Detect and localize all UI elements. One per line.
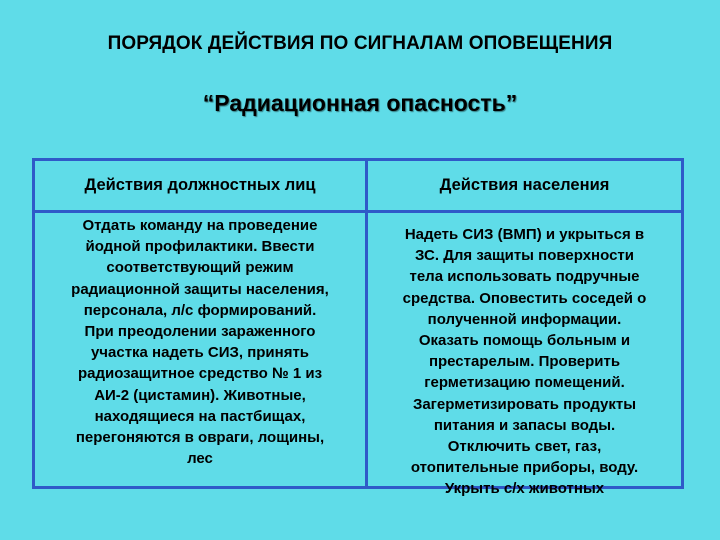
officials-line: лес	[187, 450, 213, 468]
table-header-divider	[35, 210, 681, 213]
population-line: тела использовать подручные	[409, 268, 640, 286]
officials-line: При преодолении зараженного	[84, 323, 316, 341]
slide-title: ПОРЯДОК ДЕЙСТВИЯ ПО СИГНАЛАМ ОПОВЕЩЕНИЯ	[107, 33, 613, 54]
population-line: герметизацию помещений.	[424, 374, 625, 392]
officials-actions-cell	[35, 215, 365, 469]
population-line: средства. Оповестить соседей о	[402, 289, 647, 307]
header-population: Действия населения	[439, 176, 610, 194]
officials-line: радиозащитное средство № 1 из	[77, 365, 323, 383]
population-line: Отключить свет, газ,	[447, 438, 602, 456]
officials-line: йодной профилактики. Ввести	[85, 238, 315, 256]
population-line: Укрыть с/х животных	[444, 480, 605, 498]
population-line: отопительные приборы, воду.	[410, 459, 639, 477]
population-line: Оказать помощь больным и	[418, 332, 631, 350]
officials-line: персонала, л/с формирований.	[83, 301, 317, 319]
population-line: полученной информации.	[427, 310, 622, 328]
slide-subtitle: “Радиационная опасность”	[202, 90, 518, 116]
population-line: ЗС. Для защиты поверхности	[415, 247, 634, 265]
population-actions-cell	[368, 224, 681, 500]
officials-line: радиационной защиты населения,	[71, 280, 329, 298]
header-officials: Действия должностных лиц	[84, 176, 316, 194]
population-line: Надеть СИЗ (ВМП) и укрыться в	[404, 226, 645, 243]
officials-line: перегоняются в овраги, лощины,	[75, 429, 325, 447]
officials-line: участка надеть СИЗ, принять	[90, 344, 310, 362]
population-line: престарелым. Проверить	[428, 353, 621, 371]
officials-line: находящиеся на пастбищах,	[94, 407, 306, 425]
actions-table	[32, 158, 684, 498]
officials-line: Отдать команду на проведение	[82, 217, 318, 234]
population-line: питания и запасы воды.	[433, 416, 616, 434]
officials-line: соответствующий режим	[106, 259, 294, 277]
officials-line: АИ-2 (цистамин). Животные,	[94, 386, 306, 404]
population-line: Загерметизировать продукты	[412, 395, 637, 413]
